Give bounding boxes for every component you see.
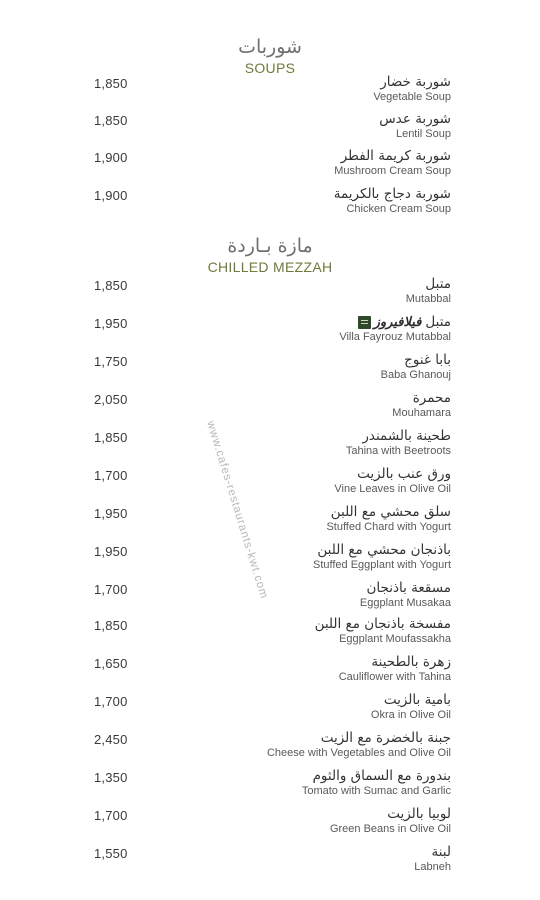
item-price: 2,450 [94, 732, 128, 747]
item-name-ar [358, 314, 451, 330]
item-name-ar-text: جبنة بالخضرة مع الزيت [320, 730, 451, 746]
item-price: 2,050 [94, 392, 128, 407]
item-name-ar-text: متبل [425, 314, 451, 330]
item-name-en: Tomato with Sumac and Garlic [301, 785, 451, 797]
item-name-ar [366, 580, 451, 596]
item-price: 1,900 [94, 150, 128, 165]
item-name-ar-text: مسقعة باذنجان [366, 580, 451, 596]
item-name-en: Baba Ghanouj [380, 369, 451, 381]
brand-logo-text: فيلافيروز [373, 314, 422, 330]
item-name-en: Labneh [414, 861, 451, 873]
menu-item [0, 808, 540, 842]
item-name-ar [321, 730, 451, 746]
menu-item [0, 278, 540, 312]
menu-item [0, 694, 540, 728]
item-name-ar-text: لبنة [431, 844, 451, 860]
item-price: 1,350 [94, 770, 128, 785]
item-name-ar [425, 276, 451, 292]
section-header-chilled-mezzah [0, 234, 540, 276]
item-price: 1,700 [94, 808, 128, 823]
item-name-ar [313, 768, 451, 784]
menu-item [0, 618, 540, 652]
item-name-en: Lentil Soup [395, 128, 451, 140]
item-name-en: Eggplant Musakaa [359, 597, 451, 609]
item-price: 1,850 [94, 113, 128, 128]
menu-item [0, 656, 540, 690]
menu-item [0, 506, 540, 540]
menu-item [0, 468, 540, 502]
villa-fayrouz-logo [358, 315, 422, 330]
watermark-text: www.cafes-restaurants-kwt.com [204, 419, 270, 601]
item-price: 1,700 [94, 582, 128, 597]
menu-item [0, 430, 540, 464]
item-name-ar-text: محمرة [412, 390, 451, 406]
menu-item [0, 732, 540, 766]
menu-item [0, 544, 540, 578]
menu-item [0, 188, 540, 222]
item-name-en: Stuffed Chard with Yogurt [326, 521, 451, 533]
menu-item [0, 316, 540, 350]
item-name-en: Green Beans in Olive Oil [329, 823, 451, 835]
item-name-en: Mushroom Cream Soup [334, 165, 451, 177]
item-name-ar-text: زهرة بالطحينة [371, 654, 451, 670]
menu-item [0, 392, 540, 426]
item-name-ar-text: بابا غنوج [404, 352, 451, 368]
item-name-ar [362, 428, 451, 444]
menu-item [0, 76, 540, 110]
item-price: 1,700 [94, 694, 128, 709]
item-name-ar-text: بامية بالزيت [383, 692, 451, 708]
item-name-en: Chicken Cream Soup [346, 203, 451, 215]
item-price: 1,550 [94, 846, 128, 861]
item-price: 1,950 [94, 316, 128, 331]
item-name-ar-text: لوبيا بالزيت [387, 806, 451, 822]
item-name-ar [384, 692, 451, 708]
item-name-en: Vegetable Soup [373, 91, 451, 103]
item-name-en: Stuffed Eggplant with Yogurt [312, 559, 451, 571]
item-name-ar-text: شوربة خضار [380, 74, 451, 90]
item-name-en: Eggplant Moufassakha [339, 633, 451, 645]
item-name-en: Mutabbal [405, 293, 451, 305]
item-name-ar-text: شوربة دجاج بالكريمة [333, 186, 451, 202]
item-name-ar [387, 806, 451, 822]
menu-item [0, 354, 540, 388]
item-price: 1,950 [94, 506, 128, 521]
item-name-ar [380, 74, 451, 90]
menu-item [0, 150, 540, 184]
item-name-en: Tahina with Beetroots [345, 445, 451, 457]
menu-item [0, 770, 540, 804]
menu-item [0, 582, 540, 616]
item-name-ar [413, 390, 451, 406]
item-price: 1,950 [94, 544, 128, 559]
section-header-soups [0, 35, 540, 77]
item-name-ar-text: شوربة كريمة الفطر [340, 148, 451, 164]
item-name-ar-text: طحينة بالشمندر [362, 428, 451, 444]
section-title-en: CHILLED MEZZAH [207, 259, 333, 275]
item-name-en: Villa Fayrouz Mutabbal [339, 331, 451, 343]
item-name-ar-text: سلق محشي مع اللبن [330, 504, 451, 520]
item-name-ar [341, 148, 451, 164]
item-name-ar [404, 352, 451, 368]
item-name-ar-text: ورق عنب بالزيت [357, 466, 451, 482]
item-name-ar [371, 654, 451, 670]
item-name-en: Mouhamara [392, 407, 451, 419]
item-price: 1,850 [94, 618, 128, 633]
section-title-ar: شوربات [238, 36, 302, 58]
item-name-ar [331, 504, 451, 520]
item-name-ar [357, 466, 451, 482]
item-price: 1,850 [94, 278, 128, 293]
item-name-ar [432, 844, 452, 860]
item-name-ar [317, 542, 451, 558]
item-price: 1,650 [94, 656, 128, 671]
item-name-ar-text: باذنجان محشي مع اللبن [317, 542, 451, 558]
item-name-en: Cauliflower with Tahina [338, 671, 451, 683]
brand-badge-icon [358, 316, 371, 329]
item-price: 1,850 [94, 430, 128, 445]
item-name-ar-text: متبل [425, 276, 451, 292]
item-name-ar-text: مفسخة باذنجان مع اللبن [314, 616, 451, 632]
item-name-en: Cheese with Vegetables and Olive Oil [266, 747, 451, 759]
item-name-en: Okra in Olive Oil [370, 709, 451, 721]
item-price: 1,750 [94, 354, 128, 369]
item-name-ar-text: شوربة عدس [379, 111, 451, 127]
section-title-en: SOUPS [244, 60, 296, 76]
item-price: 1,700 [94, 468, 128, 483]
item-name-en: Vine Leaves in Olive Oil [334, 483, 451, 495]
menu-item [0, 113, 540, 147]
section-title-ar: مازة بـاردة [227, 235, 313, 257]
menu-item [0, 846, 540, 880]
item-name-ar [379, 111, 451, 127]
item-price: 1,900 [94, 188, 128, 203]
item-name-ar [315, 616, 451, 632]
item-name-ar [334, 186, 451, 202]
item-price: 1,850 [94, 76, 128, 91]
item-name-ar-text: بندورة مع السماق والثوم [312, 768, 451, 784]
